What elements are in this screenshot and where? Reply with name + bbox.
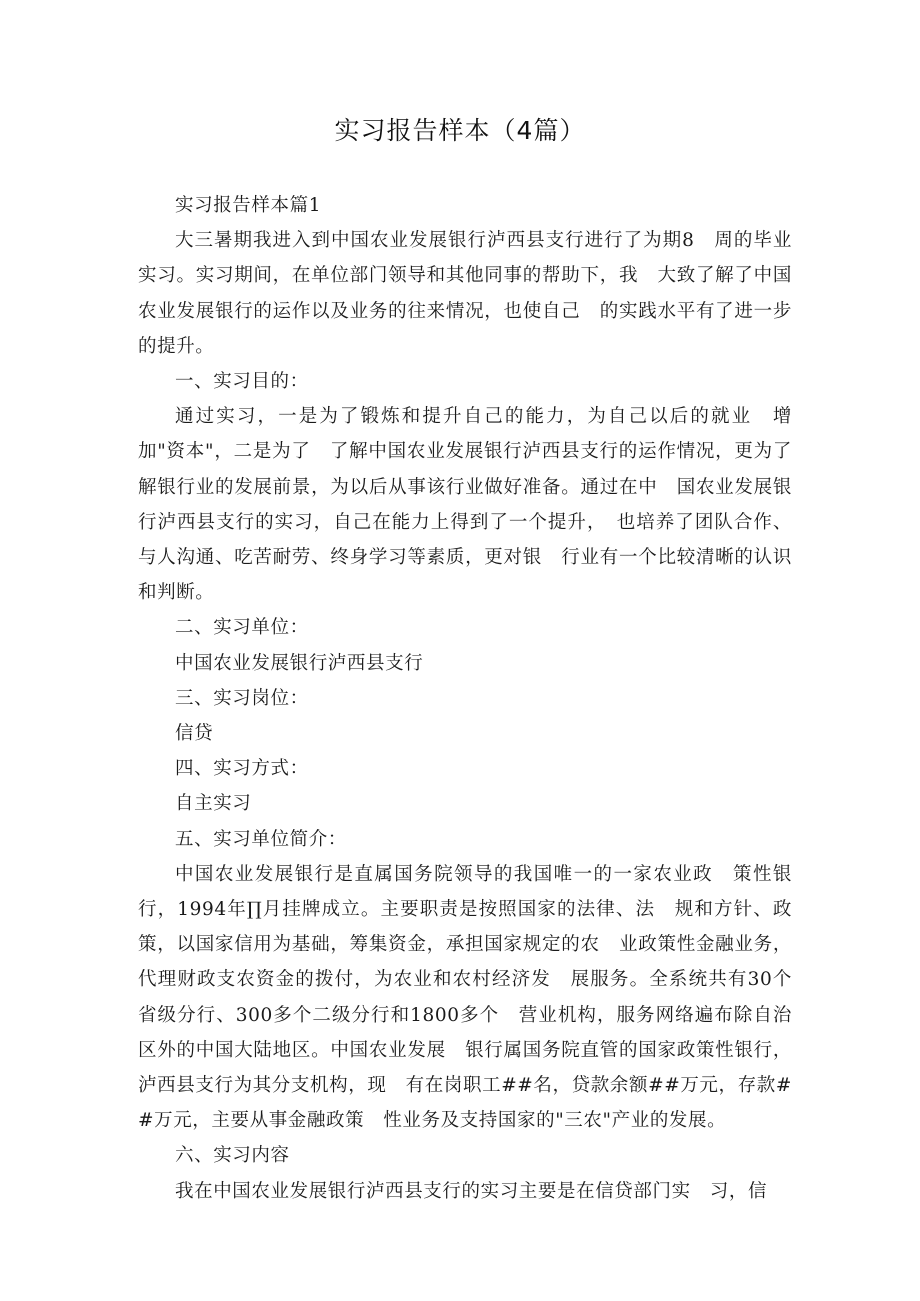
- paragraph-position: 信贷: [175, 723, 214, 745]
- heading-position: 三、实习岗位：: [175, 687, 309, 709]
- paragraph-purpose: 通过实习，一是为了锻炼和提升自己的能力，为自己以后的就业 增加"资本"，二是为了 了解中国农业发展银行泸西县支行的运作情况，更为了解银行业的发展前景，为以后从事该行业做好准备。通过在中 国农业发展银行泸西县支行的实习，自己在能力上得到了一个提升， 也培养了团队合作、与人沟通、吃苦耐劳、终身学习等素质，更对银 行业有一个比较清晰的认识和判断。: [138, 406, 792, 604]
- paragraph-section-label: 实习报告样本篇1: [175, 195, 322, 216]
- document-title: 实习报告样本（4篇）: [334, 116, 586, 145]
- heading-purpose: 一、实习目的：: [175, 371, 309, 393]
- paragraph-method: 自主实习: [175, 793, 252, 815]
- paragraph-intro: 大三暑期我进入到中国农业发展银行泸西县支行进行了为期8 周的毕业实习。实习期间，在单位部门领导和其他同事的帮助下，我 大致了解了中国农业发展银行的运作以及业务的往来情况，也使自己 的实践水平有了进一步的提升。: [138, 230, 792, 357]
- heading-unit: 二、实习单位：: [175, 617, 309, 639]
- document-body: [138, 188, 792, 1209]
- paragraph-unit-intro: 中国农业发展银行是直属国务院领导的我国唯一的一家农业政 策性银行，1994年∏月挂牌成立。主要职责是按照国家的法律、法 规和方针、政策，以国家信用为基础，筹集资金，承担国家规定的农 业政策性金融业务，代理财政支农资金的拨付，为农业和农村经济发 展服务。全系统共有30个省级分行、300多个二级分行和1800多个 营业机构，服务网络遍布除自治区外的中国大陆地区。中国农业发展 银行属国务院直管的国家政策性银行，泸西县支行为其分支机构，现 有在岗职工##名，贷款余额##万元，存款##万元，主要从事金融政策 性业务及支持国家的"三农"产业的发展。: [138, 863, 792, 1132]
- heading-content: 六、实习内容: [175, 1145, 290, 1167]
- paragraph-unit: 中国农业发展银行泸西县支行: [175, 652, 424, 674]
- heading-method: 四、实习方式：: [175, 758, 309, 780]
- paragraph-content: 我在中国农业发展银行泸西县支行的实习主要是在信贷部门实 习，信: [175, 1180, 768, 1202]
- heading-unit-intro: 五、实习单位简介：: [175, 828, 347, 850]
